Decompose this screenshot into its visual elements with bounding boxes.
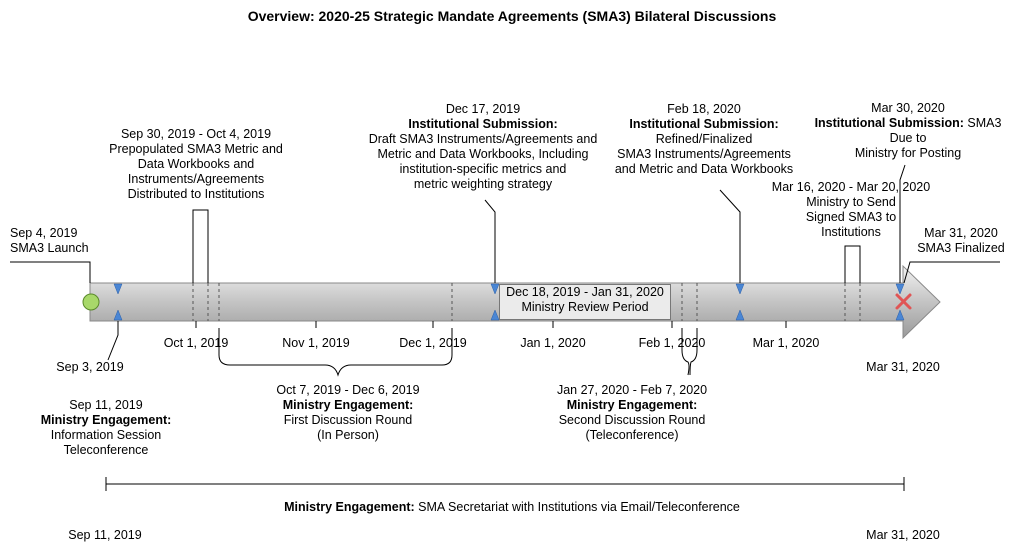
- round1-line: (In Person): [317, 428, 379, 442]
- finalized-label: SMA3 Finalized: [917, 241, 1005, 255]
- info-session-line: Information Session: [50, 428, 162, 442]
- send-line: Institutions: [821, 225, 881, 239]
- secretariat-heading: Ministry Engagement:: [284, 500, 415, 514]
- send-line: Signed SMA3 to: [805, 210, 897, 224]
- workbooks-line: Instruments/Agreements: [127, 172, 265, 186]
- send-date: Mar 16, 2020 - Mar 20, 2020: [771, 180, 931, 194]
- draft-line: Metric and Data Workbooks, Including: [377, 147, 589, 161]
- axis-end-label: Mar 31, 2020: [866, 360, 940, 374]
- draft-line: metric weighting strategy: [413, 177, 553, 191]
- launch-date: Sep 4, 2019: [10, 226, 78, 240]
- start-dot: [83, 294, 99, 310]
- round1-line: First Discussion Round: [283, 413, 413, 427]
- refined-submission-callout: [606, 102, 802, 177]
- round2-heading: Ministry Engagement:: [566, 398, 698, 412]
- draft-date: Dec 17, 2019: [445, 102, 521, 116]
- launch-callout: [10, 226, 89, 256]
- draft-heading: Institutional Submission:: [408, 117, 558, 131]
- secretariat-end: Mar 31, 2020: [866, 528, 940, 542]
- send-line: Ministry to Send: [806, 195, 896, 209]
- due-heading-tail: SMA3: [963, 116, 1002, 130]
- axis-tick-label: Feb 1, 2020: [638, 336, 706, 350]
- workbooks-line: Prepopulated SMA3 Metric and: [109, 142, 283, 156]
- workbooks-callout: [96, 127, 296, 202]
- round2-dates: Jan 27, 2020 - Feb 7, 2020: [556, 383, 708, 397]
- due-date: Mar 30, 2020: [871, 101, 945, 115]
- due-submission-callout: [808, 101, 1008, 161]
- round1-callout: [248, 383, 448, 443]
- finalized-date: Mar 31, 2020: [924, 226, 998, 240]
- workbooks-date: Sep 30, 2019 - Oct 4, 2019: [120, 127, 272, 141]
- review-period-dates: Dec 18, 2019 - Jan 31, 2020: [506, 285, 664, 299]
- draft-line: institution-specific metrics and: [399, 162, 567, 176]
- secretariat-callout: [0, 500, 1024, 515]
- axis-ticks: [196, 321, 786, 328]
- info-session-callout: [20, 398, 192, 458]
- round2-line: Second Discussion Round: [558, 413, 706, 427]
- refined-date: Feb 18, 2020: [667, 102, 741, 116]
- round1-dates: Oct 7, 2019 - Dec 6, 2019: [276, 383, 420, 397]
- draft-submission-callout: [358, 102, 608, 192]
- axis-tick-label: Nov 1, 2019: [282, 336, 350, 350]
- axis-tick-label: Mar 1, 2020: [752, 336, 820, 350]
- review-period-label: Ministry Review Period: [521, 300, 649, 314]
- secretariat-text: SMA Secretariat with Institutions via Email/Teleconference: [414, 500, 740, 514]
- refined-line: SMA3 Instruments/Agreements: [617, 147, 791, 161]
- diagram-title: Overview: 2020-25 Strategic Mandate Agreements (SMA3) Bilateral Discussions: [247, 8, 777, 24]
- refined-line: Refined/Finalized: [655, 132, 753, 146]
- info-session-date: Sep 11, 2019: [69, 398, 143, 412]
- round1-heading: Ministry Engagement:: [282, 398, 414, 412]
- round2-callout: [532, 383, 732, 443]
- refined-heading: Institutional Submission:: [629, 117, 779, 131]
- round2-line: (Teleconference): [585, 428, 679, 442]
- due-line: Due to: [889, 131, 927, 145]
- axis-tick-label: Dec 1, 2019: [399, 336, 467, 350]
- finalized-callout: [906, 226, 1016, 256]
- info-session-heading: Ministry Engagement:: [40, 413, 172, 427]
- due-heading: Institutional Submission:: [814, 116, 964, 130]
- info-session-line: Teleconference: [63, 443, 149, 457]
- refined-line: and Metric and Data Workbooks: [614, 162, 794, 176]
- axis-tick-label: Jan 1, 2020: [520, 336, 586, 350]
- workbooks-line: Data Workbooks and: [137, 157, 255, 171]
- draft-line: Draft SMA3 Instruments/Agreements and: [368, 132, 598, 146]
- review-period-box: [499, 284, 671, 320]
- launch-label: SMA3 Launch: [10, 241, 89, 255]
- due-line: Ministry for Posting: [854, 146, 962, 160]
- workbooks-line: Distributed to Institutions: [127, 187, 265, 201]
- axis-tick-label: Oct 1, 2019: [163, 336, 229, 350]
- secretariat-start: Sep 11, 2019: [68, 528, 142, 542]
- axis-start-label: Sep 3, 2019: [56, 360, 124, 374]
